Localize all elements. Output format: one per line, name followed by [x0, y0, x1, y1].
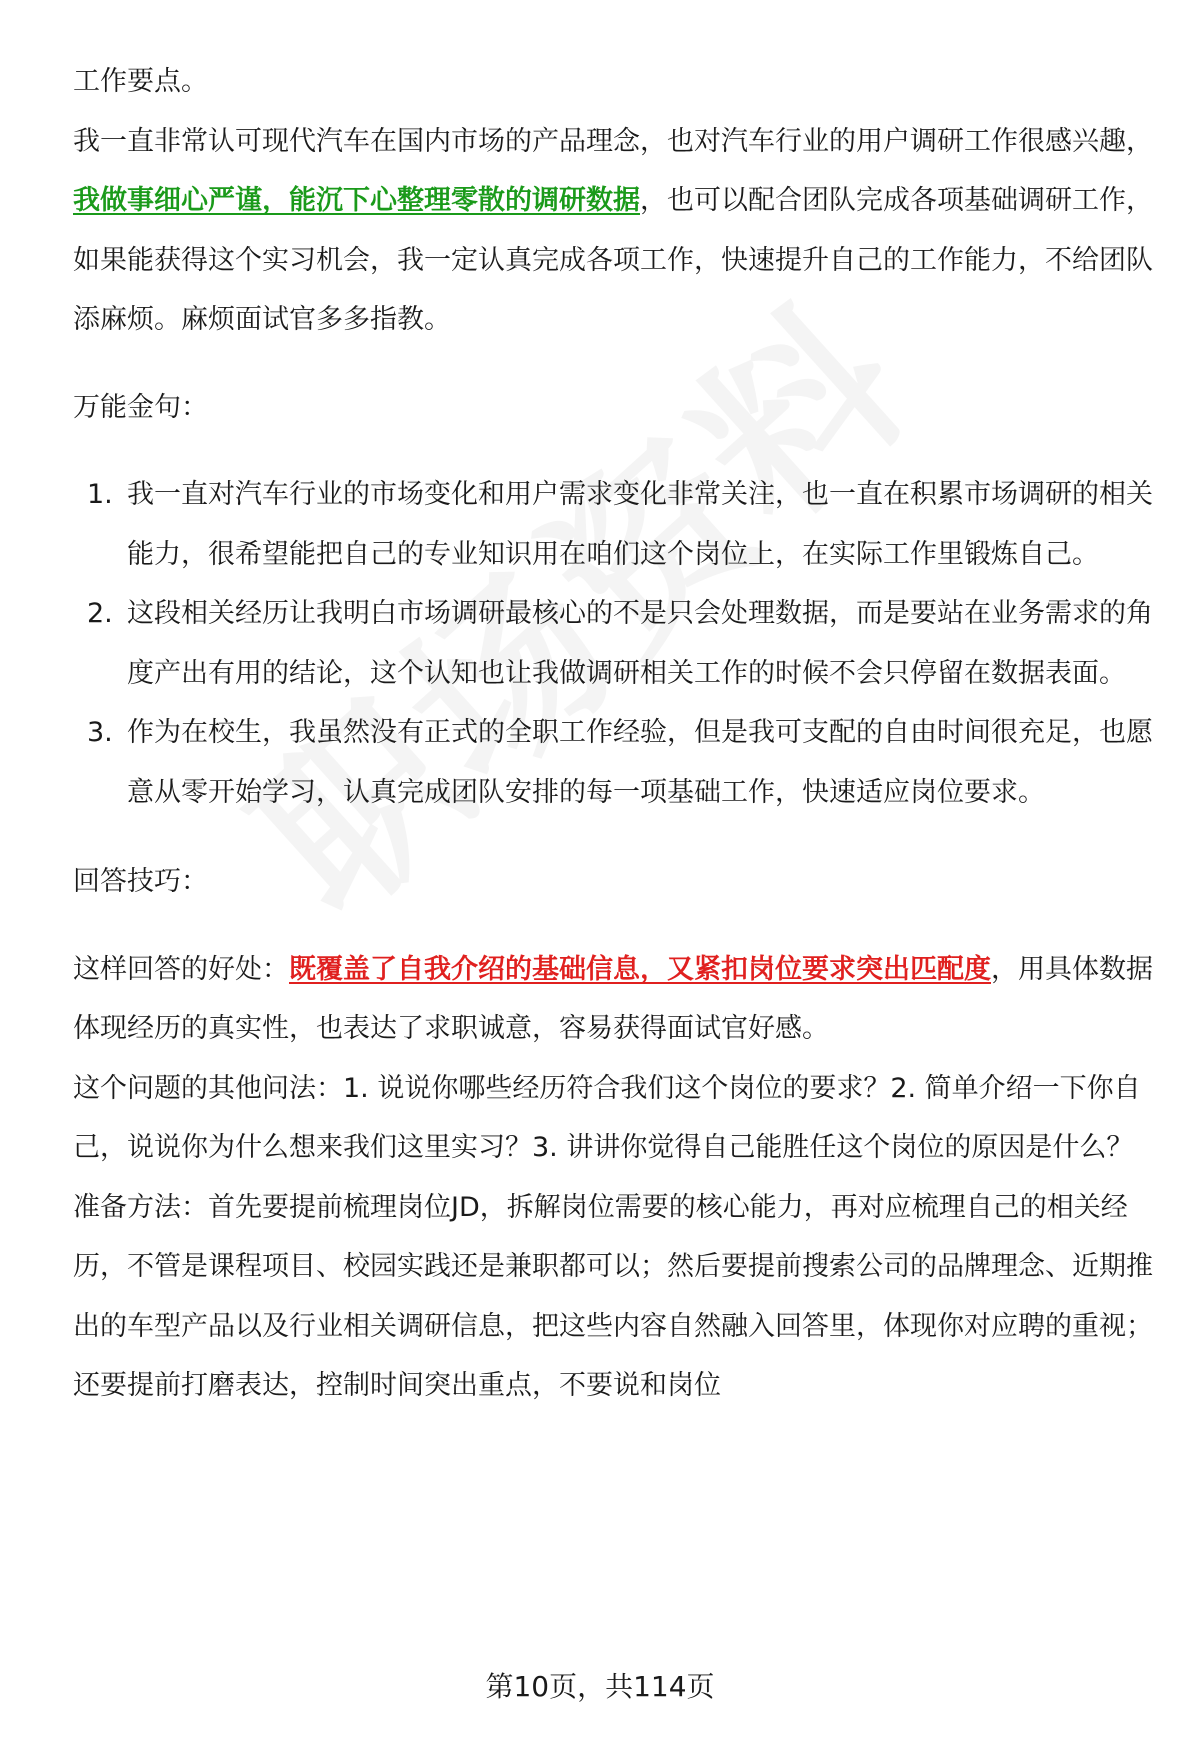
page-number: 第10页，共114页	[485, 1670, 715, 1703]
other-ask-paragraph: 这个问题的其他问法：1. 说说你哪些经历符合我们这个岗位的要求？2. 简单介绍一下你自己，说说你为什么想来我们这里实习？3. 讲讲你觉得自己能胜任这个岗位的原因是什么？	[73, 1072, 1141, 1163]
list-item	[73, 465, 1153, 584]
document-body	[73, 52, 1153, 1416]
list-item-number: 2.	[87, 598, 113, 629]
list-item	[73, 584, 1153, 703]
prep-paragraph: 准备方法：首先要提前梳理岗位JD，拆解岗位需要的核心能力，再对应梳理自己的相关经历，不管是课程项目、校园实践还是兼职都可以；然后要提前搜索公司的品牌理念、近期推出的车型产品以及行业相关调研信息，把这些内容自然融入回答里，体现你对应聘的重视；还要提前打磨表达，控制时间突出重点，不要说和岗位	[73, 1191, 1153, 1401]
golden-list	[73, 465, 1153, 822]
benefit-label: 这样回答的好处：	[73, 953, 289, 985]
benefit-text-after: ，用具体数据体现经历的真实性，也表达了求职诚意，容易获得面试官好感。	[73, 953, 1153, 1044]
skills-title: 回答技巧：	[73, 866, 208, 897]
benefit-paragraph	[73, 940, 1153, 1059]
intro-text-after: ，也可以配合团队完成各项基础调研工作，如果能获得这个实习机会，我一定认真完成各项工作，快速提升自己的工作能力，不给团队添麻烦。麻烦面试官多多指教。	[73, 185, 1153, 335]
intro-highlight: 我做事细心严谨，能沉下心整理零散的调研数据	[73, 185, 640, 216]
list-item-text: 我一直对汽车行业的市场变化和用户需求变化非常关注，也一直在积累市场调研的相关能力，很希望能把自己的专业知识用在咱们这个岗位上，在实际工作里锻炼自己。	[127, 479, 1153, 570]
golden-title: 万能金句：	[73, 391, 208, 423]
intro-paragraph	[73, 112, 1153, 350]
benefit-highlight: 既覆盖了自我介绍的基础信息，又紧扣岗位要求突出匹配度	[289, 953, 991, 985]
intro-text-before: 我一直非常认可现代汽车在国内市场的产品理念，也对汽车行业的用户调研工作很感兴趣，	[73, 125, 1153, 157]
list-item-text: 这段相关经历让我明白市场调研最核心的不是只会处理数据，而是要站在业务需求的角度产出有用的结论，这个认知也让我做调研相关工作的时候不会只停留在数据表面。	[127, 598, 1153, 689]
list-item-text: 作为在校生，我虽然没有正式的全职工作经验，但是我可支配的自由时间很充足，也愿意从零开始学习，认真完成团队安排的每一项基础工作，快速适应岗位要求。	[127, 717, 1153, 808]
list-item-number: 3.	[87, 717, 113, 748]
list-item-number: 1.	[87, 479, 113, 510]
intro-line: 工作要点。	[73, 66, 208, 97]
list-item	[73, 703, 1153, 822]
